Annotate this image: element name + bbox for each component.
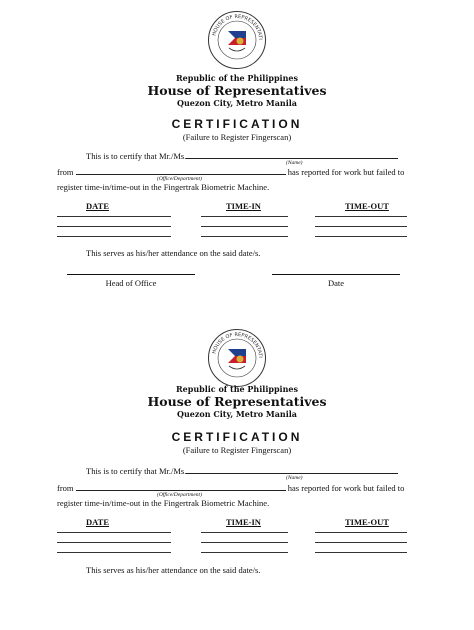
date-column-header: DATE [86,201,109,211]
reported-text: has reported for work but failed to [287,167,405,177]
house-seal-icon [207,10,267,70]
date-row-3[interactable] [57,236,171,237]
time-in-row-3[interactable] [201,552,288,553]
time-out-row-2[interactable] [315,542,407,543]
time-out-row-3[interactable] [315,552,407,553]
date-row-1[interactable] [57,532,171,533]
from-label: from [57,483,74,493]
republic-line: Republic of the Philippines [175,384,298,394]
time-in-column-header: TIME-IN [226,517,261,527]
time-out-row-2[interactable] [315,226,407,227]
certification-title: CERTIFICATION [171,117,303,131]
reported-text: has reported for work but failed to [287,483,405,493]
head-of-office-label: Head of Office [105,278,157,288]
from-line [57,482,404,493]
name-hint: (Name) [286,475,303,481]
house-title: House of Representatives [147,394,327,409]
register-line: register time-in/time-out in the Fingertrak Biometric Machine. [57,182,270,192]
date-signature-line[interactable] [272,274,400,275]
office-blank[interactable] [76,166,286,175]
time-in-row-1[interactable] [201,532,288,533]
date-label: Date [327,278,345,288]
date-row-3[interactable] [57,552,171,553]
name-hint: (Name) [286,160,303,166]
closing-statement: This serves as his/her attendance on the said date/s. [86,565,261,575]
from-label: from [57,167,74,177]
date-row-1[interactable] [57,216,171,217]
date-row-2[interactable] [57,226,171,227]
certification-subtitle: (Failure to Register Fingerscan) [182,132,292,142]
time-in-row-2[interactable] [201,226,288,227]
certification-subtitle: (Failure to Register Fingerscan) [182,445,292,455]
time-out-column-header: TIME-OUT [345,201,389,211]
office-hint: (Office/Department) [157,492,202,498]
certify-line [86,150,398,161]
office-hint: (Office/Department) [157,176,202,182]
certify-prefix: This is to certify that Mr./Ms. [86,151,187,161]
closing-statement: This serves as his/her attendance on the said date/s. [86,248,261,258]
seal-ring-text: HOUSE OF REPRESENTATI [211,13,264,40]
name-blank[interactable] [186,150,398,159]
time-in-row-1[interactable] [201,216,288,217]
time-out-row-3[interactable] [315,236,407,237]
republic-line: Republic of the Philippines [175,73,298,83]
time-in-row-3[interactable] [201,236,288,237]
seal-ring-text: HOUSE OF REPRESENTATI [211,331,264,358]
office-blank[interactable] [76,482,286,491]
register-line: register time-in/time-out in the Fingertrak Biometric Machine. [57,498,270,508]
time-in-column-header: TIME-IN [226,201,261,211]
date-column-header: DATE [86,517,109,527]
head-signature-line[interactable] [67,274,195,275]
time-out-row-1[interactable] [315,532,407,533]
certify-prefix: This is to certify that Mr./Ms. [86,466,187,476]
date-row-2[interactable] [57,542,171,543]
name-blank[interactable] [186,465,398,474]
from-line [57,166,404,177]
time-out-column-header: TIME-OUT [345,517,389,527]
time-in-row-2[interactable] [201,542,288,543]
house-title: House of Representatives [147,83,327,98]
location-line: Quezon City, Metro Manila [176,98,297,108]
house-seal-icon [207,328,267,388]
certify-line [86,465,398,476]
location-line: Quezon City, Metro Manila [176,409,297,419]
certification-title: CERTIFICATION [171,430,303,444]
time-out-row-1[interactable] [315,216,407,217]
